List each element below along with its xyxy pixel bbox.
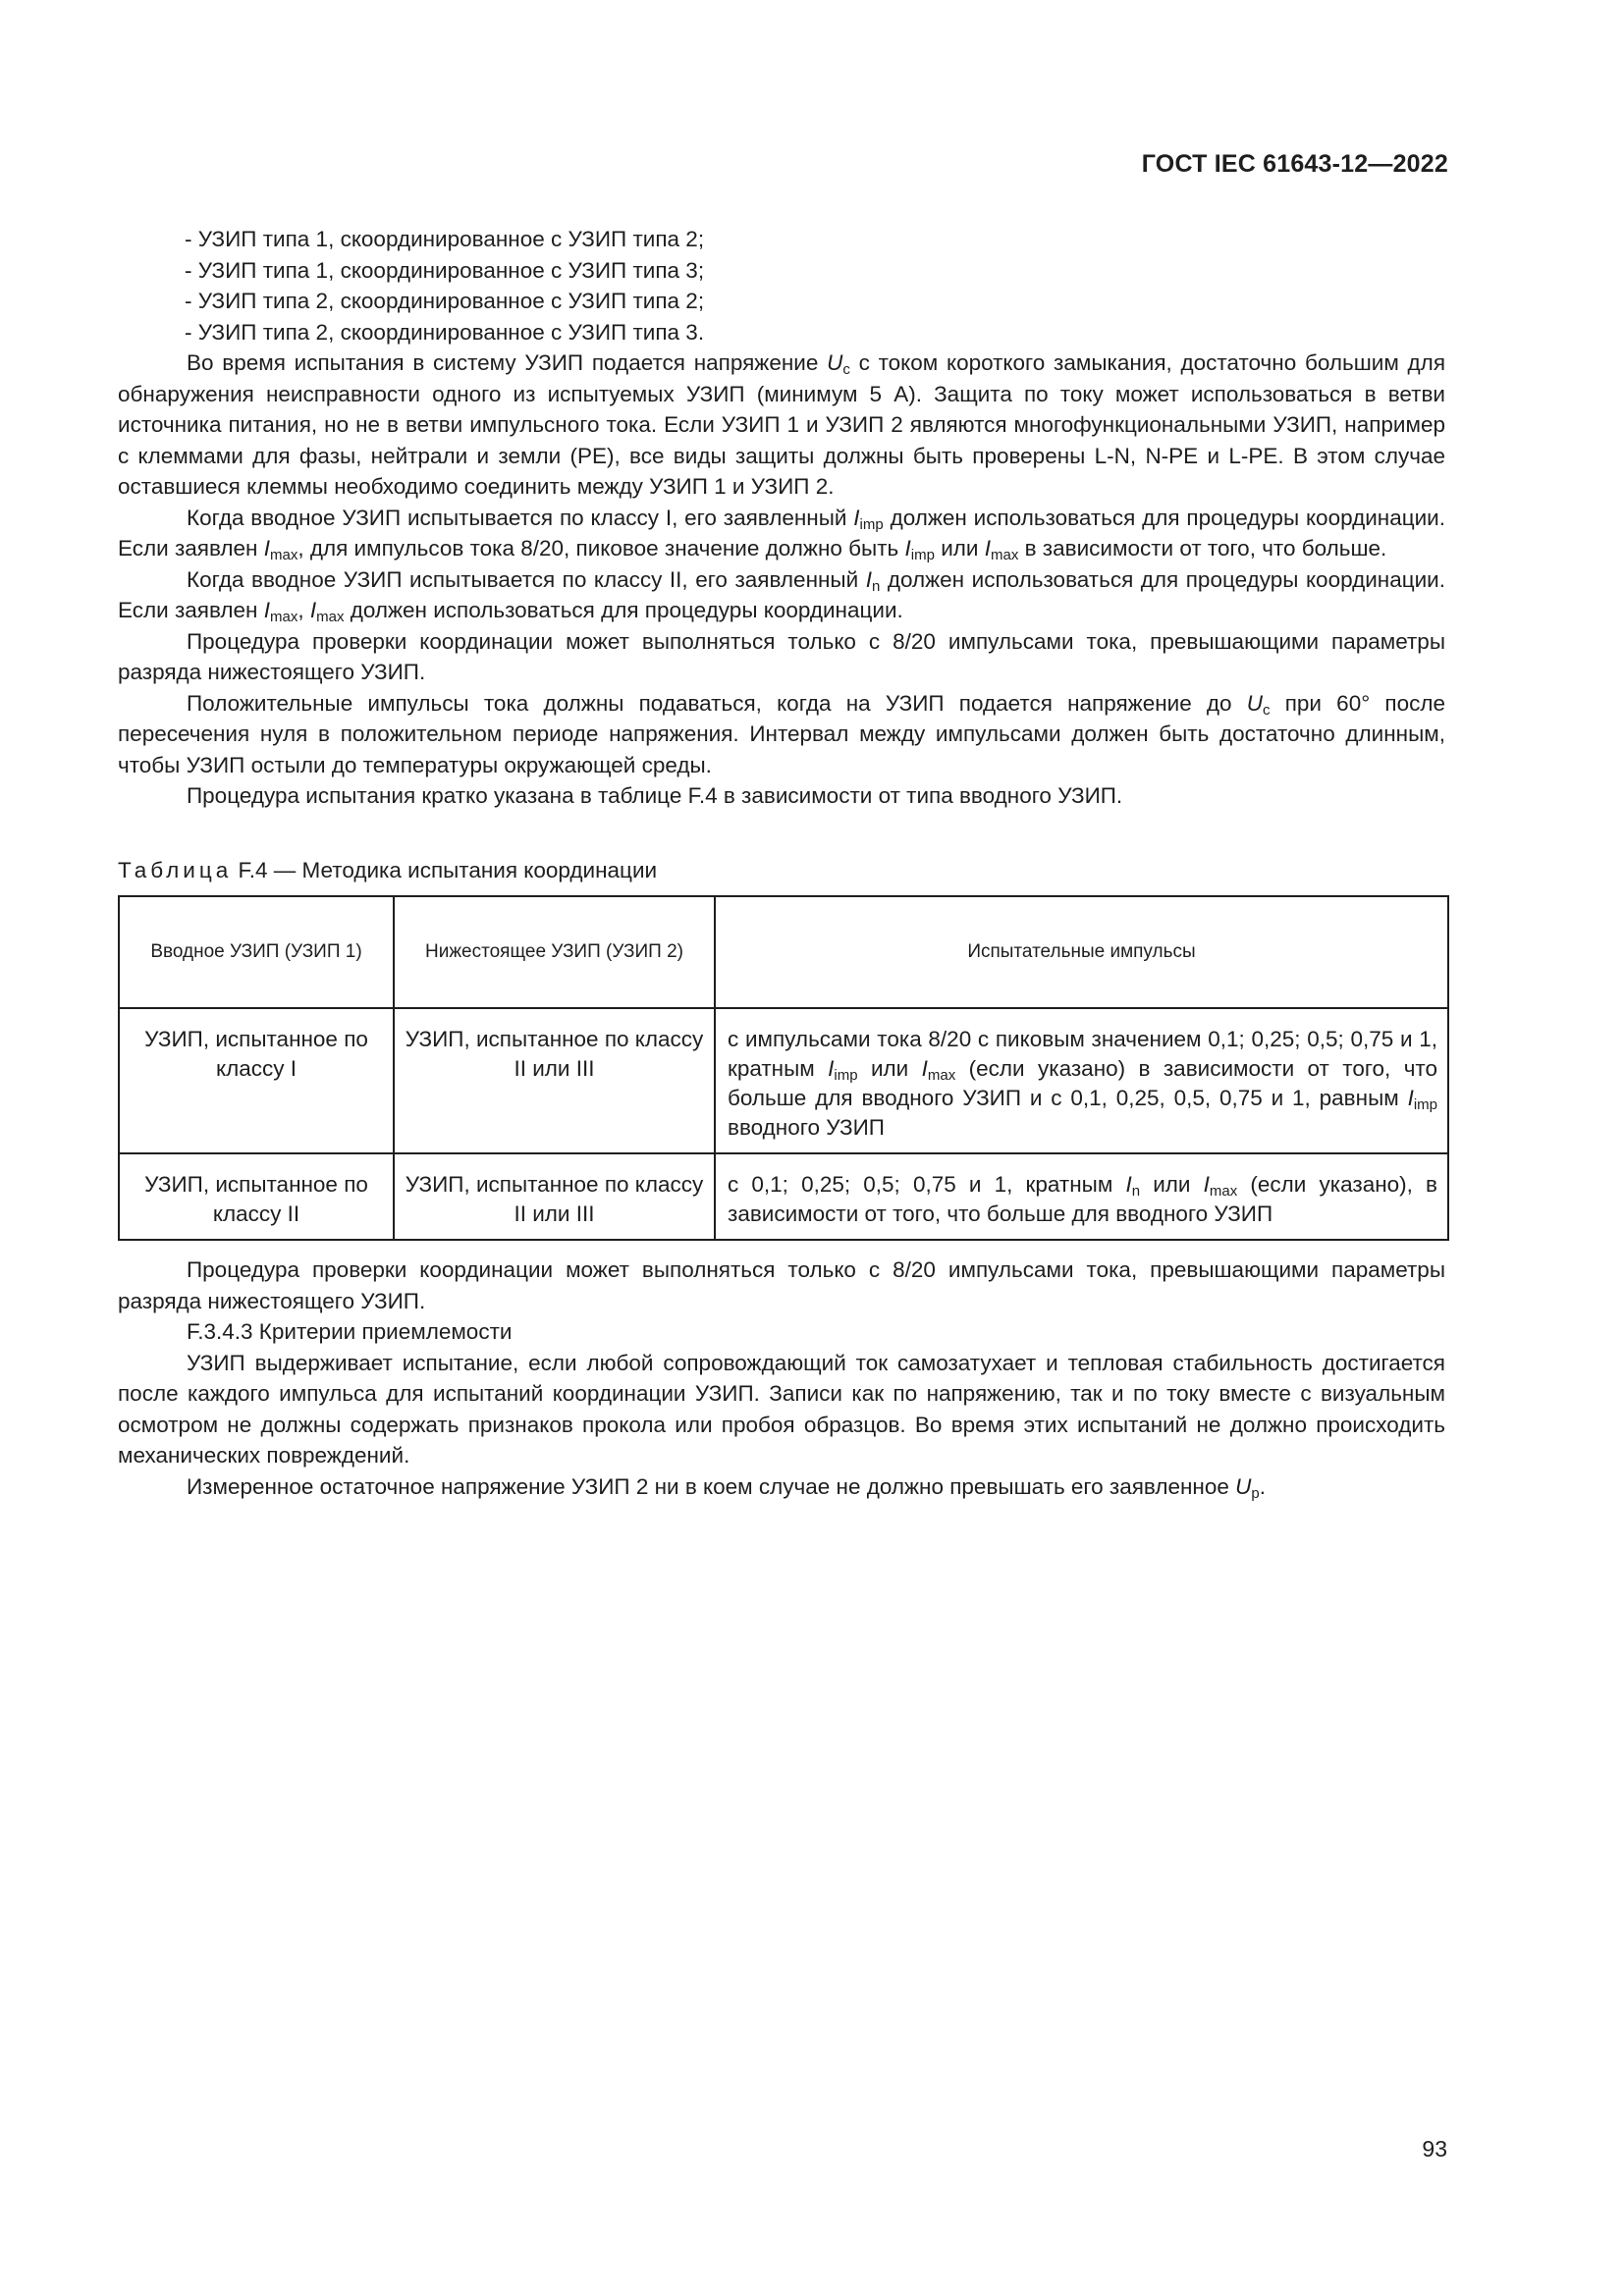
document-header: ГОСТ IEC 61643-12—2022	[1141, 150, 1448, 178]
page-number: 93	[1422, 2136, 1447, 2162]
table-row	[119, 1153, 1448, 1240]
list-item: - УЗИП типа 1, скоординированное с УЗИП типа 3;	[185, 257, 705, 283]
list-item: - УЗИП типа 1, скоординированное с УЗИП типа 2;	[185, 227, 705, 251]
table-caption: Таблица F.4 — Методика испытания координации	[118, 858, 658, 882]
table-cell: с 0,1; 0,25; 0,5; 0,75 и 1, кратным $I_n$ или $I_{max}$ (если указано), в зависимости от того, что больше для вводного УЗИП	[715, 1153, 1448, 1240]
text-after-table	[118, 1255, 1445, 1502]
list-item: - УЗИП типа 2, скоординированное с УЗИП типа 3.	[185, 319, 705, 345]
table-row	[119, 1008, 1448, 1153]
table-cell: УЗИП, испытанное по классу II	[119, 1153, 394, 1240]
table-header-row	[119, 896, 1448, 1008]
paragraph-positive-pulses: Положительные импульсы тока должны подаваться, когда на УЗИП подается напряжение до $U_c$ при 60° после пересечения нуля в положительном периоде напряжения. Интервал между импульсами должен быть достаточно длинным, чтобы УЗИП остыли до температуры окружающей среды.	[118, 690, 1445, 777]
paragraph-voltage: Во время испытания в систему УЗИП подается напряжение $U_c$ с током короткого замыкания, достаточно большим для обнаружения неисправности одного из испытуемых УЗИП (минимум 5 А). Защита по току может использоваться в ветви источника питания, но не в ветви импульсного тока. Если УЗИП 1 и УЗИП 2 являются многофункциональными УЗИП, например с клеммами для фазы, нейтрали и земли (PE), все виды защиты должны быть проверены L-N, N-PE и L-PE. В этом случае оставшиеся клеммы необходимо соединить между УЗИП 1 и УЗИП 2.	[118, 350, 1445, 499]
table-header-cell: Вводное УЗИП (УЗИП 1)	[119, 896, 394, 1008]
paragraph-residual-voltage: Измеренное остаточное напряжение УЗИП 2 ни в коем случае не должно превышать его заявленное $U_p$.	[187, 1473, 1266, 1502]
paragraph-procedure: Процедура проверки координации может выполняться только с 8/20 импульсами тока, превышающими параметры разряда нижестоящего УЗИП.	[118, 628, 1445, 684]
table-cell: УЗИП, испытанное по классу II или III	[394, 1153, 715, 1240]
table-cell: УЗИП, испытанное по классу II или III	[394, 1008, 715, 1153]
list-item: - УЗИП типа 2, скоординированное с УЗИП типа 2;	[185, 289, 705, 313]
section-heading: F.3.4.3 Критерии приемлемости	[187, 1319, 513, 1344]
table-cell: УЗИП, испытанное по классу I	[119, 1008, 394, 1153]
paragraph-criteria: УЗИП выдерживает испытание, если любой сопровождающий ток самозатухает и тепловая стабильность достигается после каждого импульса для испытаний координации УЗИП. Записи как по напряжению, так и по току вместе с визуальным осмотром не должны содержать признаков прокола или пробоя образцов. Во время этих испытаний не должно происходить механических повреждений.	[118, 1350, 1445, 1468]
coordination-table	[118, 895, 1449, 1241]
table-cell: с импульсами тока 8/20 с пиковым значением 0,1; 0,25; 0,5; 0,75 и 1, кратным $I_{imp}$ или $I_{max}$ (если указано) в зависимости от того, что больше для вводного УЗИП и с 0,1, 0,25, 0,5, 0,75 и 1, равным $I_{imp}$ вводного УЗИП	[715, 1008, 1448, 1153]
table-header-cell: Испытательные импульсы	[715, 896, 1448, 1008]
main-text	[118, 224, 1445, 812]
table-header-cell: Нижестоящее УЗИП (УЗИП 2)	[394, 896, 715, 1008]
paragraph-table-ref: Процедура испытания кратко указана в таблице F.4 в зависимости от типа вводного УЗИП.	[187, 783, 1123, 808]
paragraph-class-ii: Когда вводное УЗИП испытывается по классу II, его заявленный $I_n$ должен использоваться для процедуры координации. Если заявлен $I_{max}$, $I_{max}$ должен использоваться для процедуры координации.	[118, 566, 1445, 625]
paragraph-class-i: Когда вводное УЗИП испытывается по классу I, его заявленный $I_{imp}$ должен использоваться для процедуры координации. Если заявлен $I_{max}$, для импульсов тока 8/20, пиковое значение должно быть $I_{imp}$ или $I_{max}$ в зависимости от того, что больше.	[118, 505, 1445, 563]
paragraph-procedure-repeat: Процедура проверки координации может выполняться только с 8/20 импульсами тока, превышающими параметры разряда нижестоящего УЗИП.	[118, 1257, 1445, 1313]
